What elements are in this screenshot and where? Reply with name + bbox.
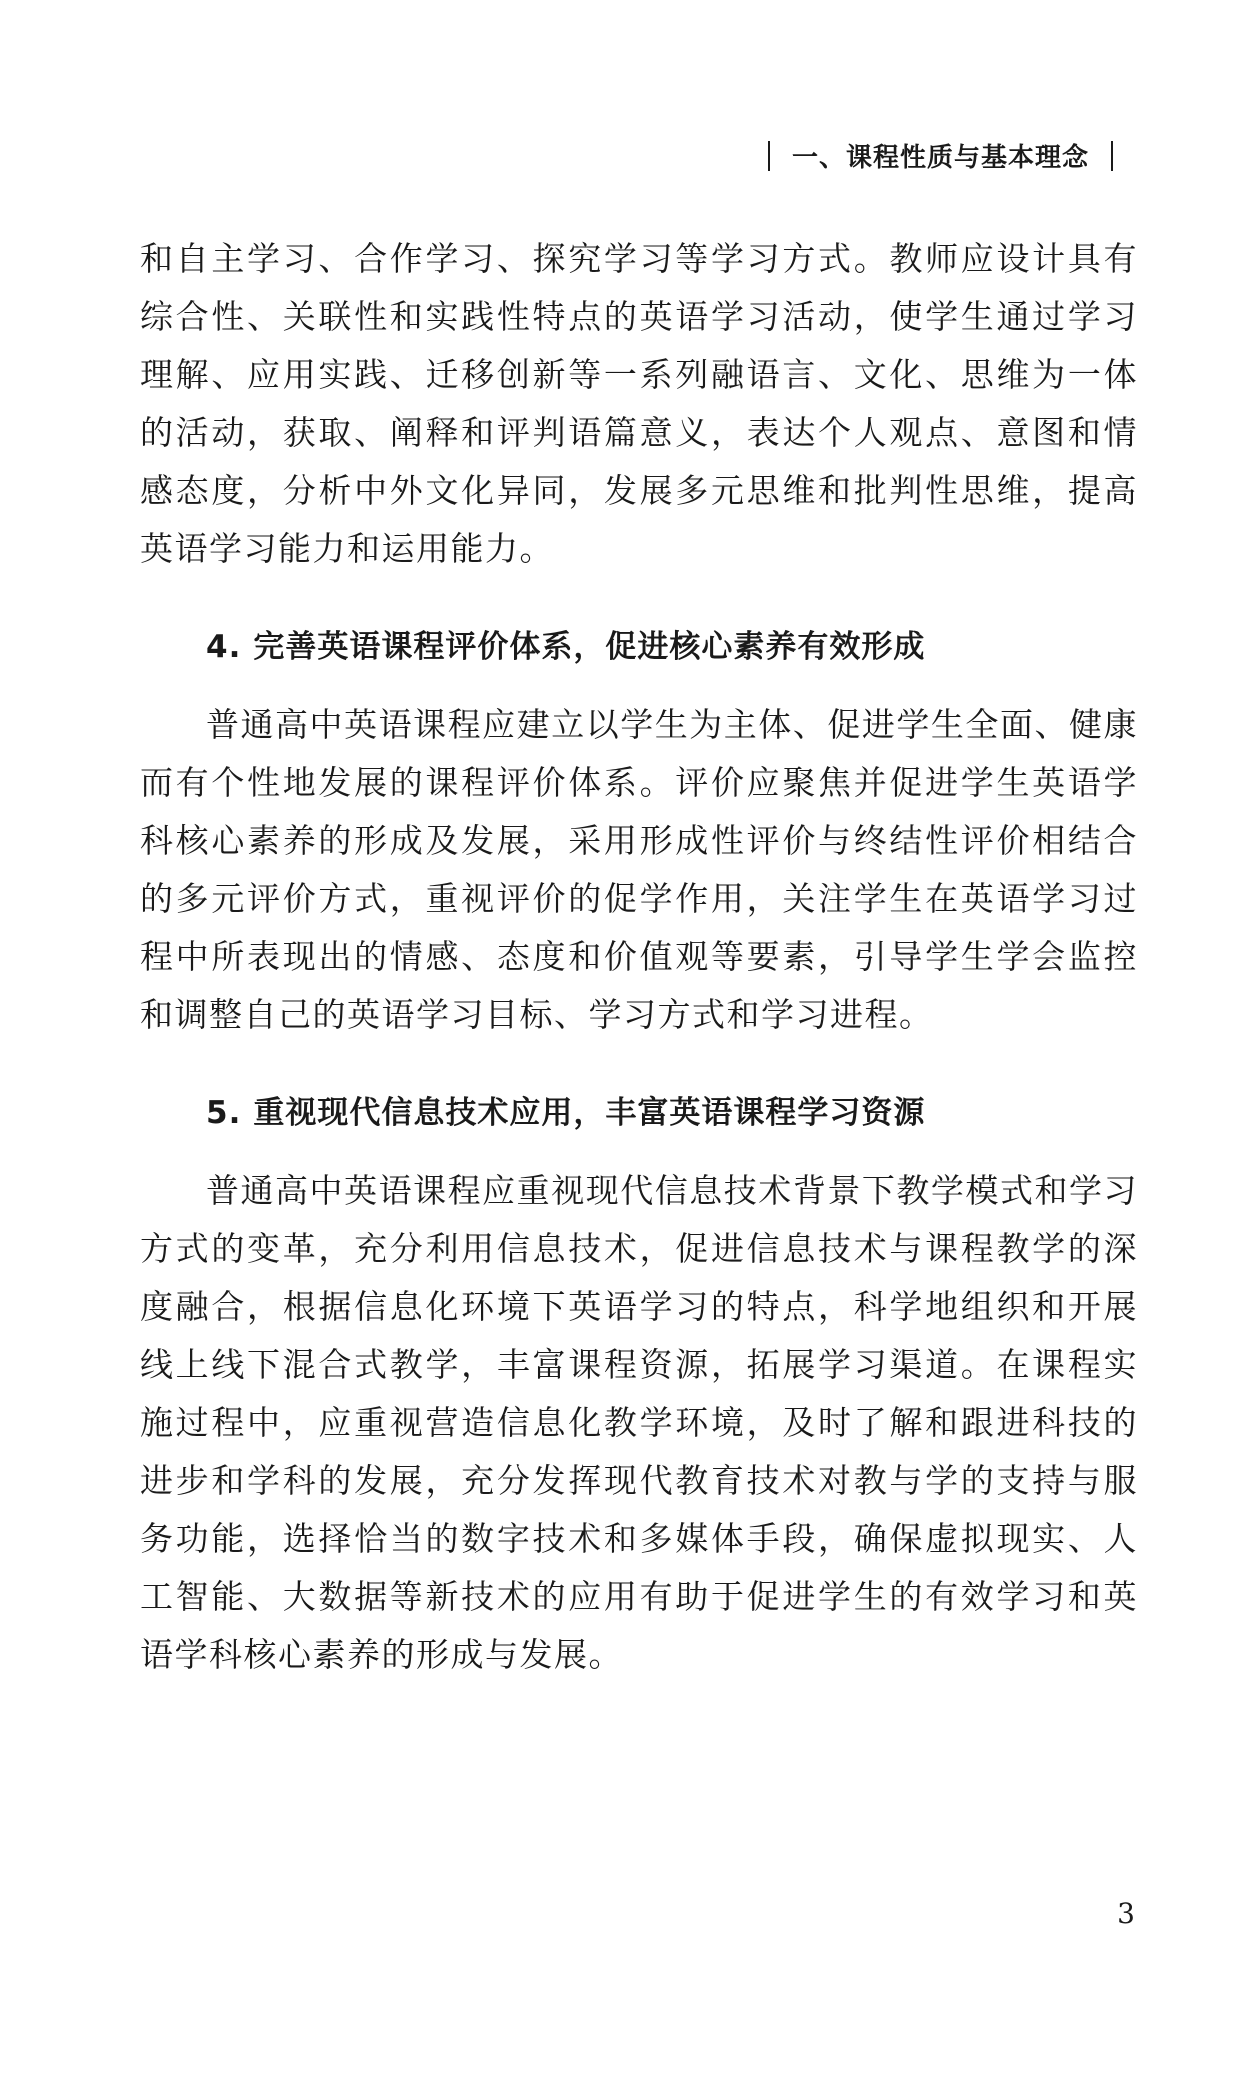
section-heading-5 xyxy=(140,1084,1138,1142)
section-heading-4 xyxy=(140,618,1138,676)
chapter-title: 一、课程性质与基本理念 xyxy=(791,143,1089,173)
page-number: 3 xyxy=(1117,1897,1135,1930)
header-left-rule xyxy=(768,141,770,171)
section-title: 完善英语课程评价体系，促进核心素养有效形成 xyxy=(253,629,926,665)
section-title: 重视现代信息技术应用，丰富英语课程学习资源 xyxy=(253,1095,926,1131)
continuation-paragraph: 和自主学习、合作学习、探究学习等学习方式。教师应设计具有综合性、关联性和实践性特点的英语学习活动，使学生通过学习理解、应用实践、迁移创新等一系列融语言、文化、思维为一体的活动，获取、阐释和评判语篇意义，表达个人观点、意图和情感态度，分析中外文化异同，发展多元思维和批判性思维，提高英语学习能力和运用能力。 xyxy=(140,239,1138,568)
section-4-paragraph: 普通高中英语课程应建立以学生为主体、促进学生全面、健康而有个性地发展的课程评价体系。评价应聚焦并促进学生英语学科核心素养的形成及发展，采用形成性评价与终结性评价相结合的多元评价方式，重视评价的促学作用，关注学生在英语学习过程中所表现出的情感、态度和价值观等要素，引导学生学会监控和调整自己的英语学习目标、学习方式和学习进程。 xyxy=(140,705,1138,1034)
body-text xyxy=(140,230,1138,1684)
running-header xyxy=(746,138,1135,178)
header-right-rule xyxy=(1111,141,1113,171)
section-5-paragraph: 普通高中英语课程应重视现代信息技术背景下教学模式和学习方式的变革，充分利用信息技术，促进信息技术与课程教学的深度融合，根据信息化环境下英语学习的特点，科学地组织和开展线上线下混合式教学，丰富课程资源，拓展学习渠道。在课程实施过程中，应重视营造信息化教学环境，及时了解和跟进科技的进步和学科的发展，充分发挥现代教育技术对教与学的支持与服务功能，选择恰当的数字技术和多媒体手段，确保虚拟现实、人工智能、大数据等新技术的应用有助于促进学生的有效学习和英语学科核心素养的形成与发展。 xyxy=(140,1171,1138,1674)
section-number: 5. xyxy=(206,1095,242,1131)
section-number: 4. xyxy=(206,629,242,665)
